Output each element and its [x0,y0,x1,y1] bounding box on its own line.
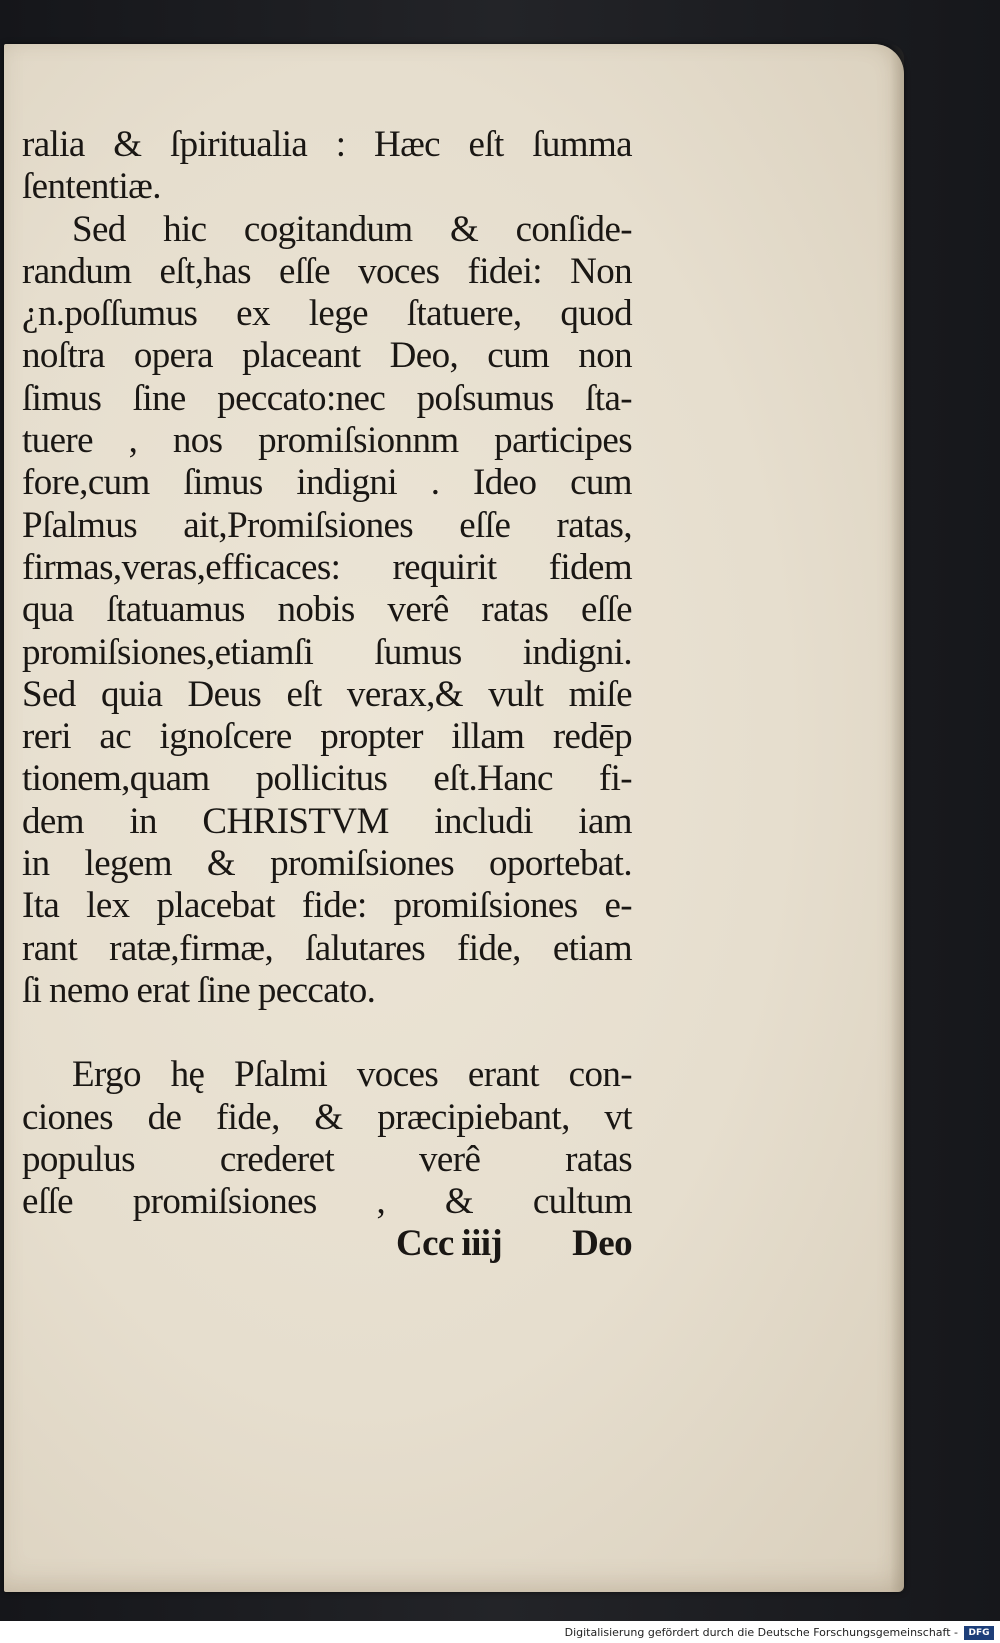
text-line: ciones de fide, & præcipiebant, vt [22,1096,632,1138]
signature-mark: Ccc iiij [395,1223,503,1265]
text-line: Sed quia Deus eſt verax,& vult miſe [22,673,632,715]
text-line: tionem,quam pollicitus eſt.Hanc fi- [22,758,632,800]
text-line: ralia & ſpiritualia : Hæc eſt ſumma [22,124,632,165]
text-line: Ita lex placebat fide: promiſsiones e- [22,885,632,927]
page-text-block [22,124,632,1266]
book-page [4,44,904,1592]
catchword: Deo [572,1223,632,1265]
credit-text: Digitalisierung gefördert durch die Deutsche Forschungsgemeinschaft - [564,1626,958,1639]
paragraph-gap [22,1012,632,1054]
text-line: noſtra opera placeant Deo, cum non [22,335,632,377]
text-line: in legem & promiſsiones oportebat. [22,843,632,885]
text-line: ſi nemo erat ſine peccato. [22,969,376,1011]
text-line: populus crederet verê ratas [22,1138,632,1180]
text-line: ſententiæ. [22,166,161,208]
text-line: randum eſt,has eſſe voces fidei: Non [22,250,632,292]
text-line: firmas,veras,efficaces: requirit fidem [22,546,632,588]
text-line: reri ac ignoſcere propter illam redēp [22,716,632,758]
text-line: rant ratæ,firmæ, ſalutares fide, etiam [22,927,632,969]
text-line: qua ſtatuamus nobis verê ratas eſſe [22,589,632,631]
text-line: Pſalmus ait,Promiſsiones eſſe ratas, [22,504,632,546]
text-line: ¿n.poſſumus ex lege ſtatuere, quod [22,293,632,335]
signature-line [22,1223,632,1265]
dfg-logo: DFG [964,1626,994,1640]
text-line: Sed hic cogitandum & conſide- [72,208,632,250]
text-line: ſimus ſine peccato:nec poſsumus ſta- [22,377,632,419]
text-line: fore,cum ſimus indigni . Ideo cum [22,462,632,504]
text-line: tuere , nos promiſsionnm participes [22,420,632,462]
text-line: Ergo hę Pſalmi voces erant con- [72,1054,632,1096]
text-line: eſſe promiſsiones , & cultum [22,1181,632,1223]
credit-strip [0,1621,1000,1643]
text-line: promiſsiones,etiamſi ſumus indigni. [22,631,632,673]
page-edge-shading [890,44,904,1592]
text-line: dem in CHRISTVM includi iam [22,800,632,842]
